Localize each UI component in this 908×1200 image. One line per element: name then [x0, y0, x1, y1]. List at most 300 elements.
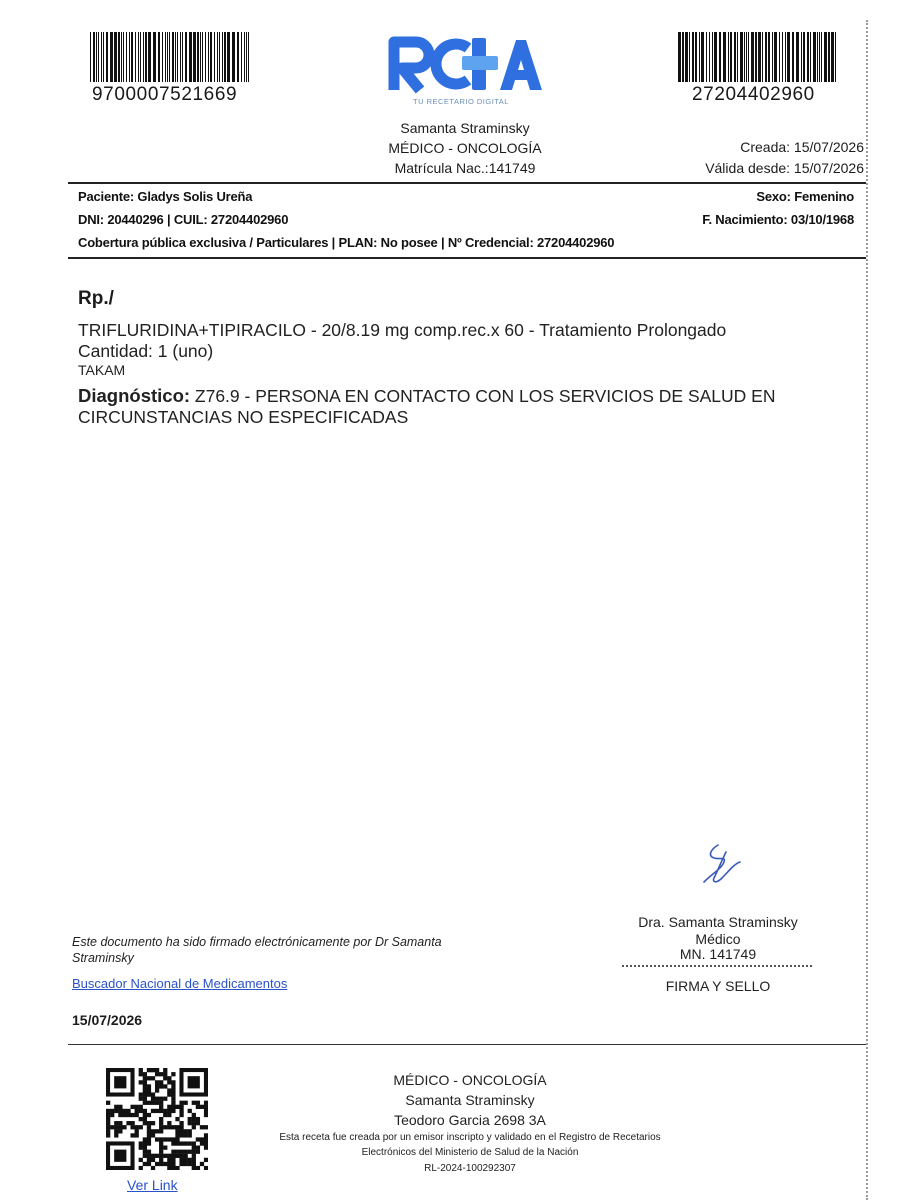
barcode-bar [185, 32, 187, 82]
qr-module [163, 1154, 167, 1158]
barcode-bar [740, 32, 743, 82]
valid-from-date: Válida desde: 15/07/2026 [705, 160, 864, 176]
medication-line: TRIFLURIDINA+TIPIRACILO - 20/8.19 mg comp.rec.x 60 - Tratamiento Prolongado [78, 320, 727, 340]
medication-brand: TAKAM [78, 362, 126, 378]
qr-module [179, 1133, 183, 1137]
buscador-medicamentos-link[interactable]: Buscador Nacional de Medicamentos [72, 976, 288, 991]
qr-module [184, 1101, 188, 1105]
barcode-bar [202, 32, 203, 82]
qr-module [139, 1072, 143, 1076]
doctor-specialty-header: MÉDICO - ONCOLOGÍA [388, 140, 542, 156]
ver-link[interactable]: Ver Link [127, 1177, 178, 1193]
qr-module [171, 1080, 175, 1084]
qr-module [151, 1158, 155, 1162]
qr-module [155, 1068, 159, 1072]
barcode-bar [774, 32, 777, 82]
qr-module [139, 1146, 143, 1150]
qr-module [147, 1121, 151, 1125]
qr-module [155, 1129, 159, 1133]
qr-module [155, 1072, 159, 1076]
patient-ids: DNI: 20440296 | CUIL: 27204402960 [78, 212, 289, 227]
qr-module [139, 1105, 143, 1109]
barcode-bar [175, 32, 176, 82]
qr-module [179, 1162, 183, 1166]
barcode-bar [145, 32, 147, 82]
qr-module [171, 1162, 175, 1166]
qr-module [155, 1080, 159, 1084]
qr-module [106, 1109, 110, 1113]
barcode-bar [765, 32, 767, 82]
barcode-bar [828, 32, 830, 82]
qr-module [192, 1146, 196, 1150]
barcode-bar [792, 32, 794, 82]
barcode-bar [762, 32, 763, 82]
qr-module [204, 1101, 208, 1105]
qr-module [159, 1154, 163, 1158]
qr-module [147, 1158, 151, 1162]
qr-module [179, 1109, 183, 1113]
barcode-bar [758, 32, 761, 82]
qr-module [143, 1150, 147, 1154]
qr-module [200, 1105, 204, 1109]
qr-module [167, 1076, 171, 1080]
qr-module [147, 1137, 151, 1141]
qr-module [196, 1105, 200, 1109]
qr-module [106, 1125, 110, 1129]
qr-module [159, 1141, 163, 1145]
qr-module [143, 1076, 147, 1080]
patient-divider [68, 257, 866, 259]
qr-module [114, 1105, 118, 1109]
qr-module [139, 1158, 143, 1162]
qr-module [163, 1068, 167, 1072]
qr-module [175, 1141, 179, 1145]
qr-module [147, 1150, 151, 1154]
qr-module [192, 1154, 196, 1158]
qr-module [147, 1101, 151, 1105]
qr-module [184, 1150, 188, 1154]
barcode-bar [219, 32, 220, 82]
qr-module [175, 1154, 179, 1158]
qr-module [188, 1150, 192, 1154]
qr-module [122, 1125, 126, 1129]
barcode-bar [224, 32, 226, 82]
qr-module [143, 1088, 147, 1092]
barcode-bar [685, 32, 688, 82]
barcode-bar [692, 32, 694, 82]
barcode-bar [248, 32, 249, 82]
barcode-bar [110, 32, 113, 82]
qr-module [171, 1072, 175, 1076]
barcode-bar [714, 32, 717, 82]
barcode-bar [106, 32, 108, 82]
qr-module [147, 1141, 151, 1145]
electronic-note-line2: Straminsky [72, 950, 134, 965]
qr-module [188, 1158, 192, 1162]
qr-module [171, 1150, 175, 1154]
qr-module [192, 1141, 196, 1145]
qr-module [159, 1129, 163, 1133]
qr-module [159, 1109, 163, 1113]
barcode-bar [835, 32, 836, 82]
qr-module [114, 1125, 118, 1129]
barcode-bar [817, 32, 818, 82]
qr-module [179, 1150, 183, 1154]
barcode-bar [172, 32, 174, 82]
quantity-line: Cantidad: 1 (uno) [78, 341, 214, 361]
qr-module [184, 1158, 188, 1162]
diagnosis-line [78, 385, 775, 407]
qr-module [118, 1105, 122, 1109]
qr-module [118, 1113, 122, 1117]
barcode-bar [90, 32, 91, 82]
qr-module [171, 1109, 175, 1113]
qr-module [159, 1158, 163, 1162]
barcode-bar [217, 32, 218, 82]
qr-module [159, 1117, 163, 1121]
qr-module [163, 1084, 167, 1088]
qr-module [151, 1166, 155, 1170]
diagnosis-continuation: CIRCUNSTANCIAS NO ESPECIFICADAS [78, 407, 409, 427]
qr-module [192, 1117, 196, 1121]
barcode-bar [801, 32, 802, 82]
barcode-bar [719, 32, 721, 82]
qr-module [188, 1121, 192, 1125]
barcode-bar [709, 32, 710, 82]
qr-module [143, 1141, 147, 1145]
footer-address: Teodoro Garcia 2698 3A [394, 1112, 546, 1128]
barcode-bar [167, 32, 168, 82]
qr-module [130, 1113, 134, 1117]
footer-specialty: MÉDICO - ONCOLOGÍA [393, 1072, 547, 1088]
qr-finder-pattern [114, 1150, 126, 1162]
footer-legal-line1: Esta receta fue creada por un emisor inscripto y validado en el Registro de Recetarios [279, 1132, 661, 1143]
qr-module [204, 1125, 208, 1129]
qr-module [139, 1125, 143, 1129]
qr-module [147, 1068, 151, 1072]
qr-module [143, 1101, 147, 1105]
qr-module [151, 1121, 155, 1125]
qr-module [204, 1113, 208, 1117]
qr-module [151, 1154, 155, 1158]
qr-module [155, 1137, 159, 1141]
barcode-bar [768, 32, 770, 82]
qr-module [143, 1080, 147, 1084]
diagnosis-text: Z76.9 - PERSONA EN CONTACTO CON LOS SERVICIOS DE SALUD EN [194, 386, 776, 406]
barcode-bar [189, 32, 192, 82]
qr-module [171, 1084, 175, 1088]
doctor-license-header: Matrícula Nac.:141749 [394, 160, 536, 176]
barcode-bar [129, 32, 130, 82]
qr-module [135, 1129, 139, 1133]
qr-module [139, 1141, 143, 1145]
qr-module [196, 1150, 200, 1154]
barcode-bar [140, 32, 141, 82]
qr-module [143, 1113, 147, 1117]
qr-module [179, 1158, 183, 1162]
qr-module [106, 1129, 110, 1133]
patient-coverage: Cobertura pública exclusiva / Particulares | PLAN: No posee | Nº Credencial: 27204402960 [78, 235, 615, 250]
electronic-signature-note [72, 935, 542, 966]
qr-module [167, 1162, 171, 1166]
qr-module [171, 1125, 175, 1129]
qr-module [196, 1117, 200, 1121]
qr-module [147, 1092, 151, 1096]
qr-module [106, 1113, 110, 1117]
qr-module [139, 1117, 143, 1121]
qr-module [188, 1109, 192, 1113]
qr-module [114, 1109, 118, 1113]
qr-module [167, 1158, 171, 1162]
qr-module [163, 1072, 167, 1076]
qr-code[interactable] [106, 1068, 208, 1175]
barcode-bar [782, 32, 783, 82]
barcode-left [90, 32, 252, 82]
qr-module [155, 1084, 159, 1088]
qr-module [118, 1125, 122, 1129]
qr-module [159, 1146, 163, 1150]
barcode-bar [796, 32, 799, 82]
qr-module [151, 1097, 155, 1101]
qr-module [167, 1121, 171, 1125]
qr-module [147, 1113, 151, 1117]
qr-module [167, 1166, 171, 1170]
signature-doctor-name: Dra. Samanta Straminsky [638, 914, 798, 930]
patient-sex: Sexo: Femenino [756, 189, 854, 204]
qr-module [200, 1162, 204, 1166]
barcode-bar [118, 32, 120, 82]
qr-module [151, 1068, 155, 1072]
qr-module [192, 1125, 196, 1129]
qr-module [204, 1141, 208, 1145]
qr-module [188, 1129, 192, 1133]
qr-module [184, 1162, 188, 1166]
qr-module [159, 1101, 163, 1105]
qr-module [147, 1154, 151, 1158]
barcode-bar [123, 32, 124, 82]
qr-module [163, 1076, 167, 1080]
barcode-bar [706, 32, 707, 82]
barcode-bar [831, 32, 834, 82]
qr-module [175, 1117, 179, 1121]
qr-module [151, 1101, 155, 1105]
barcode-bar [723, 32, 726, 82]
qr-module [151, 1109, 155, 1113]
issue-date: 15/07/2026 [72, 1012, 143, 1028]
qr-module [143, 1146, 147, 1150]
qr-module [179, 1125, 183, 1129]
qr-module [147, 1133, 151, 1137]
qr-module [171, 1158, 175, 1162]
qr-module [204, 1166, 208, 1170]
qr-module [114, 1121, 118, 1125]
qr-module [106, 1101, 110, 1105]
qr-module [151, 1076, 155, 1080]
qr-module [114, 1133, 118, 1137]
qr-module [126, 1121, 130, 1125]
qr-module [110, 1109, 114, 1113]
qr-module [143, 1109, 147, 1113]
qr-module [188, 1162, 192, 1166]
qr-module [192, 1113, 196, 1117]
qr-module [143, 1137, 147, 1141]
signature-caption: FIRMA Y SELLO [665, 978, 771, 994]
qr-module [135, 1113, 139, 1117]
qr-module [155, 1097, 159, 1101]
barcode-bar [810, 32, 811, 82]
qr-module [147, 1162, 151, 1166]
page-edge-dotted-border [866, 20, 868, 1200]
barcode-bar [813, 32, 816, 82]
barcode-right [678, 32, 840, 82]
barcode-bar [200, 32, 201, 82]
qr-module [135, 1109, 139, 1113]
qr-module [192, 1166, 196, 1170]
qr-module [204, 1146, 208, 1150]
barcode-bar [678, 32, 681, 82]
qr-module [155, 1162, 159, 1166]
qr-module [159, 1162, 163, 1166]
qr-module [151, 1092, 155, 1096]
qr-module [184, 1154, 188, 1158]
qr-finder-pattern [188, 1076, 200, 1088]
barcode-bar [143, 32, 144, 82]
qr-module [155, 1154, 159, 1158]
qr-module [200, 1125, 204, 1129]
barcode-bar [785, 32, 786, 82]
qr-module [171, 1154, 175, 1158]
qr-module [159, 1097, 163, 1101]
created-date: Creada: 15/07/2026 [740, 139, 864, 155]
qr-module [126, 1109, 130, 1113]
barcode-bar [734, 32, 736, 82]
barcode-bar [821, 32, 822, 82]
barcode-bar [246, 32, 247, 82]
qr-module [135, 1133, 139, 1137]
barcode-bar [689, 32, 690, 82]
qr-module [167, 1105, 171, 1109]
qr-module [143, 1117, 147, 1121]
qr-module [171, 1137, 175, 1141]
barcode-bar [779, 32, 780, 82]
barcode-bar [205, 32, 206, 82]
qr-module [151, 1133, 155, 1137]
barcode-bar [214, 32, 215, 82]
qr-module [106, 1117, 110, 1121]
qr-module [135, 1125, 139, 1129]
qr-module [175, 1133, 179, 1137]
qr-module [163, 1162, 167, 1166]
qr-module [143, 1154, 147, 1158]
qr-module [171, 1141, 175, 1145]
qr-module [196, 1137, 200, 1141]
qr-module [167, 1080, 171, 1084]
qr-module [179, 1141, 183, 1145]
barcode-bar [787, 32, 790, 82]
qr-module [122, 1113, 126, 1117]
qr-module [122, 1109, 126, 1113]
qr-module [159, 1080, 163, 1084]
barcode-left-number: 9700007521669 [92, 84, 238, 105]
barcode-bar [803, 32, 805, 82]
qr-module [167, 1137, 171, 1141]
barcode-bar [737, 32, 738, 82]
qr-module [188, 1133, 192, 1137]
electronic-note-line1: Este documento ha sido firmado electrónicamente por Dr Samanta [72, 935, 442, 949]
barcode-bar [772, 32, 773, 82]
qr-module [184, 1129, 188, 1133]
qr-module [159, 1121, 163, 1125]
qr-module [155, 1101, 159, 1105]
qr-module [192, 1162, 196, 1166]
qr-module [204, 1105, 208, 1109]
doctor-name-header: Samanta Straminsky [400, 120, 530, 136]
barcode-right-number: 27204402960 [692, 84, 815, 105]
patient-birthdate: F. Nacimiento: 03/10/1968 [702, 212, 854, 227]
footer-registry: RL-2024-100292307 [424, 1163, 516, 1174]
qr-module [192, 1150, 196, 1154]
qr-module [163, 1125, 167, 1129]
qr-module [130, 1133, 134, 1137]
qr-module [171, 1105, 175, 1109]
qr-module [143, 1084, 147, 1088]
qr-module [179, 1129, 183, 1133]
patient-name: Paciente: Gladys Solis Ureña [78, 189, 253, 204]
barcode-bar [182, 32, 183, 82]
header-divider [68, 182, 866, 184]
qr-module [151, 1129, 155, 1133]
qr-module [179, 1154, 183, 1158]
barcode-bar [748, 32, 749, 82]
qr-module [159, 1105, 163, 1109]
barcode-bar [807, 32, 809, 82]
qr-module [196, 1101, 200, 1105]
qr-module [192, 1158, 196, 1162]
barcode-bar [227, 32, 230, 82]
barcode-bar [131, 32, 133, 82]
barcode-bar [153, 32, 156, 82]
qr-module [200, 1137, 204, 1141]
qr-module [130, 1125, 134, 1129]
barcode-bar [222, 32, 223, 82]
qr-module [143, 1097, 147, 1101]
barcode-bar [169, 32, 170, 82]
qr-module [171, 1092, 175, 1096]
qr-module [143, 1092, 147, 1096]
barcode-bar [103, 32, 104, 82]
barcode-bar [96, 32, 97, 82]
qr-module [179, 1113, 183, 1117]
barcode-bar [746, 32, 747, 82]
barcode-bar [165, 32, 166, 82]
barcode-bar [126, 32, 127, 82]
barcode-bar [241, 32, 242, 82]
barcode-bar [824, 32, 827, 82]
barcode-bar [244, 32, 245, 82]
barcode-bar [121, 32, 122, 82]
rcta-logo [388, 34, 546, 99]
qr-module [106, 1133, 110, 1137]
barcode-bar [701, 32, 704, 82]
footer-doctor-name: Samanta Straminsky [405, 1092, 535, 1108]
barcode-bar [158, 32, 160, 82]
qr-module [114, 1129, 118, 1133]
footer-divider [68, 1044, 866, 1045]
qr-module [118, 1121, 122, 1125]
qr-module [118, 1129, 122, 1133]
qr-module [143, 1072, 147, 1076]
qr-module [179, 1121, 183, 1125]
